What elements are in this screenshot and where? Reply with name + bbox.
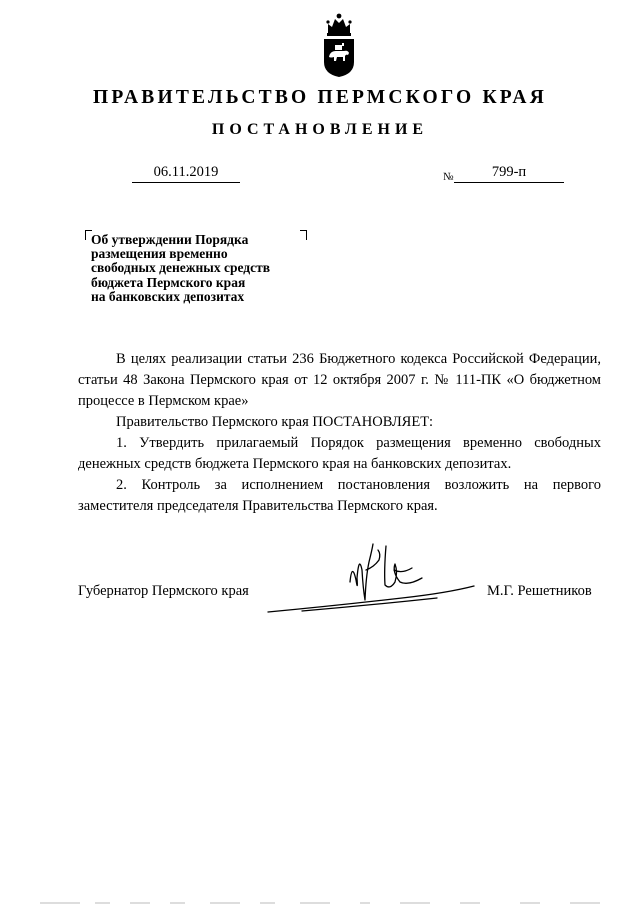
document-number: 799-п bbox=[454, 164, 564, 183]
perm-krai-coat-of-arms-icon bbox=[318, 12, 360, 78]
item-2-paragraph: 2. Контроль за исполнением постановления возложить на первого заместителя председателя Правительства Пермского края. bbox=[78, 477, 601, 514]
preamble-paragraph: В целях реализации статьи 236 Бюджетного кодекса Российской Федерации, статьи 48 Закона Пермского края от 12 октября 2007 г. № 111-ПК «О бюджетном процессе в Пермском крае» bbox=[78, 351, 601, 409]
document-date: 06.11.2019 bbox=[132, 164, 240, 183]
subject-line: размещения временно bbox=[91, 246, 228, 262]
subject-line: свободных денежных средств bbox=[91, 260, 271, 276]
number-sign-label: № bbox=[443, 171, 454, 183]
resolves-paragraph: Правительство Пермского края ПОСТАНОВЛЯЕТ: bbox=[116, 414, 434, 430]
document-subject bbox=[91, 233, 311, 304]
subject-line: бюджета Пермского края bbox=[91, 274, 246, 290]
document-body bbox=[78, 349, 601, 517]
signatory-position: Губернатор Пермского края bbox=[78, 583, 249, 599]
signatory-name: М.Г. Решетников bbox=[487, 583, 592, 599]
subject-line: Об утверждении Порядка bbox=[91, 232, 249, 247]
handwritten-signature bbox=[262, 540, 484, 615]
organization-title: ПРАВИТЕЛЬСТВО ПЕРМСКОГО КРАЯ bbox=[93, 87, 547, 108]
subject-line: на банковских депозитах bbox=[91, 288, 245, 304]
scan-edge-marks bbox=[40, 901, 600, 905]
document-type-heading: ПОСТАНОВЛЕНИЕ bbox=[211, 121, 429, 138]
item-1-paragraph: 1. Утвердить прилагаемый Порядок размещения временно свободных денежных средств бюджета Пермского края на банковских депозитах. bbox=[78, 435, 601, 472]
